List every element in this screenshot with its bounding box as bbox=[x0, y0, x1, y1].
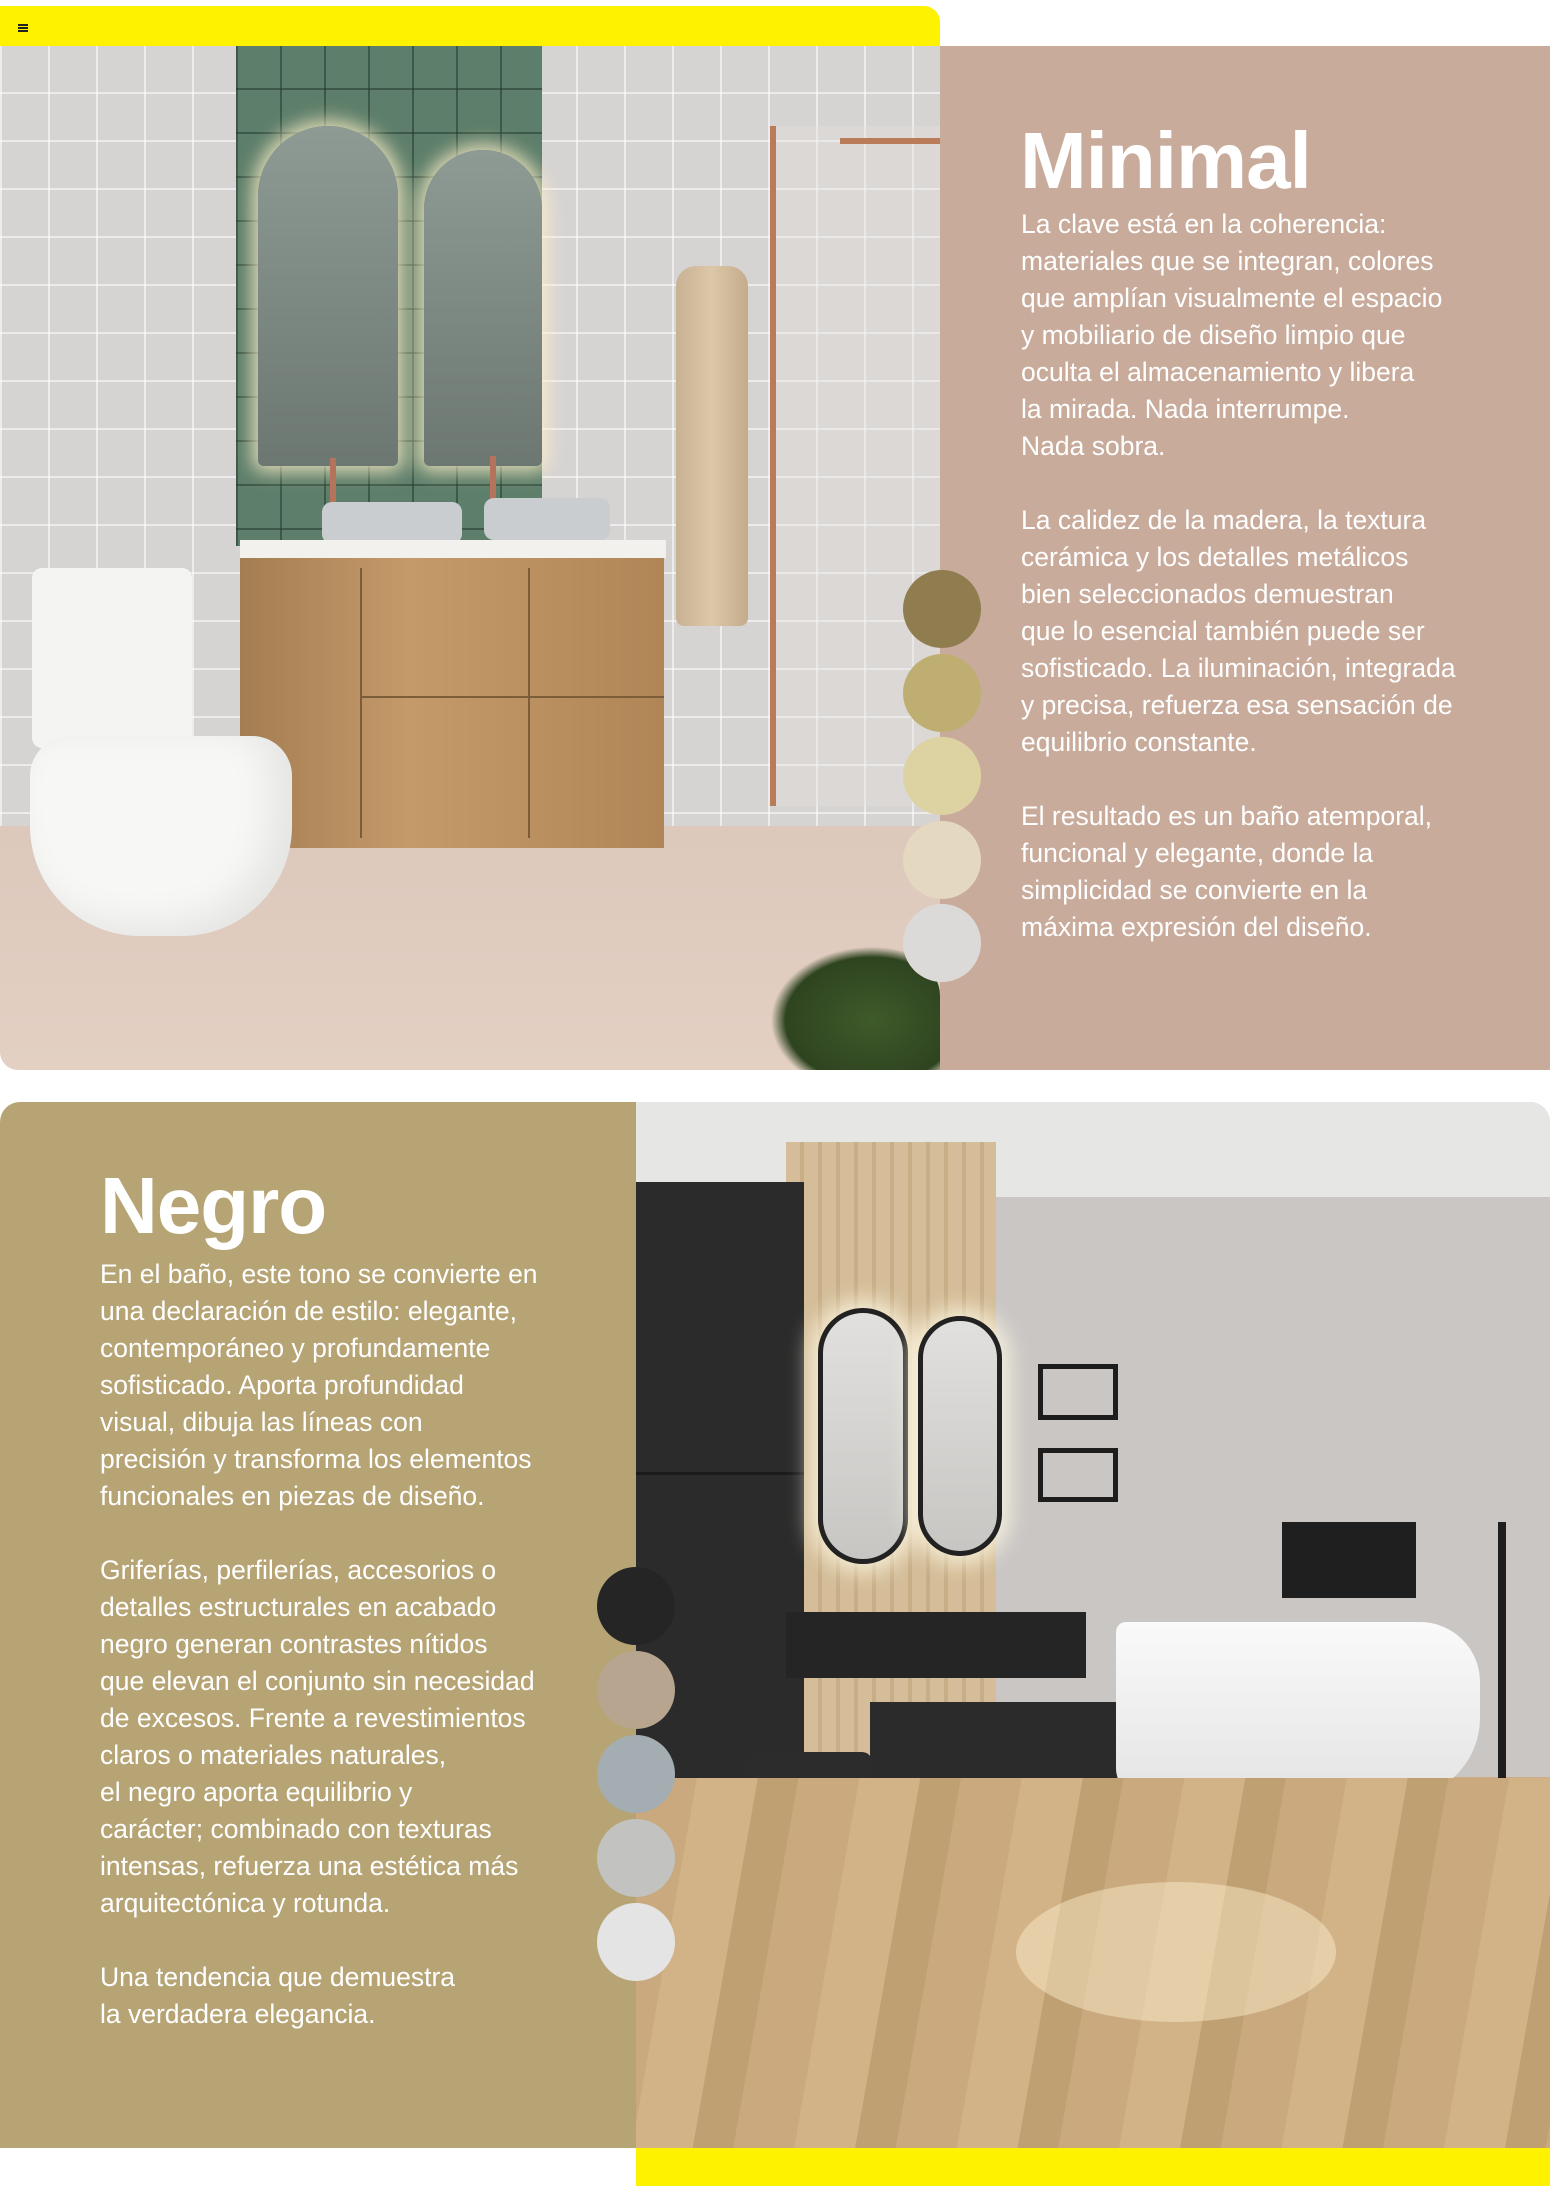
minimal-bathroom-photo bbox=[0, 46, 940, 1070]
color-swatch bbox=[597, 1819, 675, 1897]
color-swatch bbox=[903, 654, 981, 732]
top-banner bbox=[0, 6, 940, 48]
color-swatch bbox=[903, 904, 981, 982]
color-swatch bbox=[597, 1903, 675, 1981]
color-swatch bbox=[903, 737, 981, 815]
section-title: Minimal bbox=[1020, 116, 1311, 205]
section-body-text: La clave está en la coherencia: materiales que se integran, colores que amplían visualmente el espacio y mobiliario de diseño limpio que oculta el almacenamiento y libera la mirada. Nada interrumpe. Nada sobra. La calidez de la madera, la textura cerámica y los detalles metálicos bien seleccionados demuestran que lo esencial también puede ser sofisticado. La iluminación, integrada y precisa, refuerza esa sensación de equilibrio constante. El resultado es un baño atemporal, funcional y elegante, donde la simplicidad se convierte en la máxima expresión del diseño. bbox=[1021, 209, 1456, 942]
color-swatch bbox=[597, 1651, 675, 1729]
color-swatch bbox=[903, 570, 981, 648]
bottom-banner bbox=[636, 2148, 1550, 2186]
color-swatch bbox=[903, 821, 981, 899]
color-swatch bbox=[597, 1735, 675, 1813]
section-title: Negro bbox=[100, 1161, 327, 1250]
menu-icon[interactable] bbox=[18, 24, 28, 32]
color-swatch bbox=[597, 1567, 675, 1645]
negro-bathroom-photo bbox=[636, 1102, 1550, 2148]
section-body-text: En el baño, este tono se convierte en una declaración de estilo: elegante, contemporáneo y profundamente sofisticado. Aporta profundidad visual, dibuja las líneas con precisión y transforma los elementos funcionales en piezas de diseño. Griferías, perfilerías, accesorios o detalles estructurales en acabado negro generan contrastes nítidos que elevan el conjunto sin necesidad de excesos. Frente a revestimientos claros o materiales naturales, el negro aporta equilibrio y carácter; combinado con texturas intensas, refuerza una estética más arquitectónica y rotunda. Una tendencia que demuestra la verdadera elegancia. bbox=[100, 1259, 538, 2029]
